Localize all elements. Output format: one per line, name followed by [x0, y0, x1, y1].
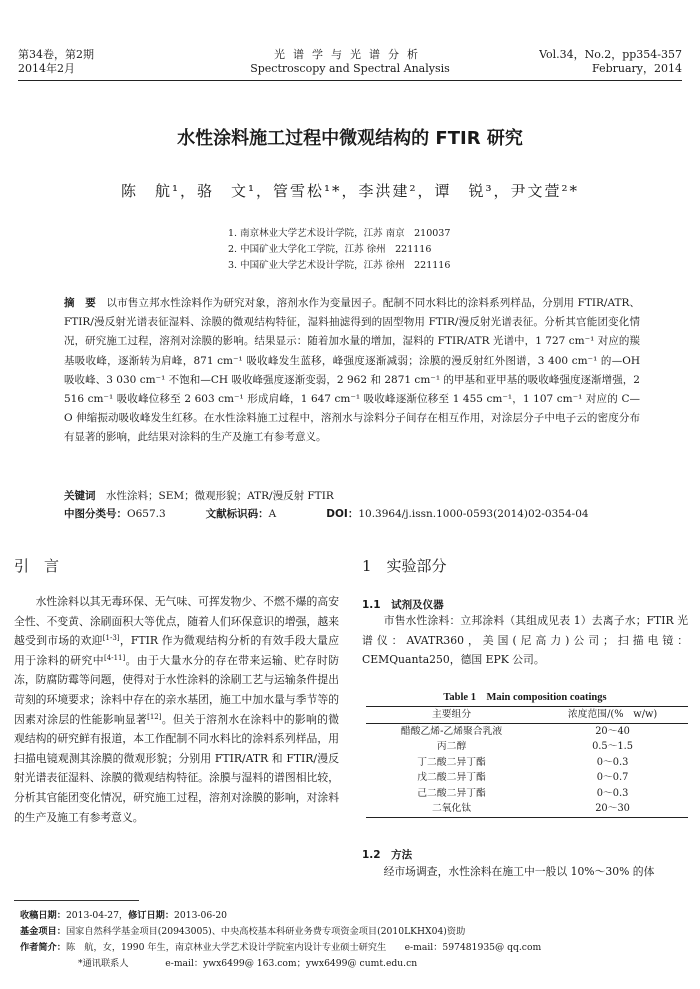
received-value: 2013-04-27， [65, 910, 129, 921]
author-bio-value: 陈 航，女，1990 年生，南京林业大学艺术设计学院室内设计专业硕士研究生 e-mail：597481935@ qq.com [65, 942, 542, 953]
component-cell: 戊二酸二异丁酯 [417, 772, 486, 783]
component-cell: 二氧化钛 [366, 801, 537, 817]
doc-code-value: A [268, 508, 277, 520]
fund-label: 基金项目： [20, 926, 66, 937]
table-row [366, 801, 688, 817]
paper-title: 水性涂料施工过程中微观结构的 FTIR 研究 [177, 128, 523, 149]
revised-value: 2013-06-20 [174, 910, 228, 921]
affiliation-1: 1. 南京林业大学艺术设计学院，江苏 南京 210037 [228, 228, 451, 239]
keywords-text: 水性涂料；SEM；微观形貌；ATR/漫反射 FTIR [106, 490, 334, 502]
concentration-cell: 0.5～1.5 [592, 741, 634, 752]
header-concentration: 浓度范围/(% w/w) [537, 707, 688, 724]
clc-label: 中图分类号： [64, 508, 127, 520]
citation-3: [12] [147, 712, 162, 721]
keywords [64, 487, 640, 505]
table-row [366, 770, 688, 786]
journal-pages [539, 48, 682, 76]
revised-label: 修订日期： [128, 910, 175, 921]
experiment-heading: 1 实验部分 [362, 557, 447, 575]
received-label: 收稿日期： [20, 910, 66, 921]
concentration-cell: 0～0.3 [596, 787, 629, 799]
intro-body [14, 592, 339, 827]
table-header-row [366, 707, 688, 724]
citation-1: [1-3] [102, 634, 120, 643]
intro-text-1: 水性涂料以其无毒环保、无气味、可挥发物少、不燃不爆的高安全性、不变黄、涂刷面积大等优点，随着人们环保意识的增强，越来越受到市场的欢迎 [14, 595, 339, 648]
table-caption: Table 1 Main composition coatings [443, 692, 607, 703]
author-bio-line [20, 940, 690, 956]
month-year: February，2014 [592, 62, 682, 75]
table-row [366, 739, 688, 755]
keywords-label: 关键词 [64, 490, 96, 502]
doi-value: 10.3964/j.issn.1000-0593(2014)02-0354-04 [358, 508, 589, 520]
journal-name-cn: 光谱学与光谱分析 [274, 48, 426, 61]
intro-text-3: 。由于大量水分的存在带来运输、贮存时防冻，防腐防霉等问题，使得对于水性涂料的涂刷工艺与运输条件提出苛刻的环境要求；涂料中存在的亲水基团，施工中加水量与季节等的因素对涂层的性能影响显著 [14, 653, 340, 726]
method-paragraph: 经市场调查，水性涂料在施工中一般以 10%～30% 的体 [383, 865, 655, 878]
abstract-label: 摘 要 [64, 297, 96, 309]
volume-pages: Vol.34，No.2，pp354-357 [539, 48, 682, 61]
footnotes [20, 908, 690, 972]
received-date-line [20, 908, 690, 924]
section-1-1-body [362, 611, 688, 670]
abstract-text: 以市售立邦水性涂料作为研究对象，溶剂水作为变量因子。配制不同水料比的涂料系列样品，分别用 FTIR/ATR、FTIR/漫反射光谱表征湿料、涂膜的微观结构特征，湿料抽滤得到的固型物用 FTIR/漫反射光谱表征。分析其官能团变化情况，研究施工过程，溶剂对涂膜的影响。结果显示：随着加水量的增加，湿料的 FTIR/ATR 光谱中，1 727 cm⁻¹ 对应的羰基吸收峰，逐渐转为肩峰，871 cm⁻¹ 吸收峰发生蓝移，峰强度逐渐减弱；涂膜的漫反射红外图谱，3 400 cm⁻¹ 的—OH 吸收峰、3 030 cm⁻¹ 不饱和—CH 吸收峰强度逐渐变弱，2 962 和 2871 cm⁻¹ 的甲基和亚甲基的吸收峰强度逐渐增强，2 516 cm⁻¹ 吸收峰位移至 2 603 cm⁻¹ 形成肩峰，1 647 cm⁻¹ 吸收峰逐渐位移至 1 455 cm⁻¹，1 107 cm⁻¹ 对应的 C—O 伸缩振动吸收峰发生红移。在水性涂料施工过程中，溶剂水与涂料分子间存在相互作用，对涂层分子中电子云的密度分布有显著的影响，此结果对涂料的生产及施工有参考意义。 [64, 297, 641, 444]
table-row [366, 786, 688, 802]
intro-text-2: ，FTIR 作为微观结构分析的有效手段大量应用于涂料的研究中 [14, 634, 339, 667]
component-cell: 丙二醇 [436, 741, 467, 752]
header-rule [18, 80, 682, 81]
doc-code-label: 文献标识码： [205, 508, 269, 520]
affiliation-3: 3. 中国矿业大学艺术设计学院，江苏 徐州 221116 [228, 260, 451, 271]
table-row [366, 723, 688, 739]
issue-date: 2014年2月 [18, 62, 75, 75]
classification-line [64, 505, 640, 523]
author-list: 陈 航¹，骆 文¹，管雪松¹*，李洪建²，谭 锐³，尹文萱²* [120, 182, 580, 200]
footnote-rule [14, 900, 139, 901]
section-1-2-heading: 1.2 方法 [362, 849, 413, 861]
author-bio-label: 作者简介： [20, 942, 66, 953]
header-component: 主要组分 [366, 707, 537, 724]
intro-heading: 引 言 [14, 557, 60, 575]
correspondence-line [20, 956, 690, 972]
clc-value: O657.3 [127, 508, 166, 520]
component-cell: 己二酸二异丁酯 [417, 787, 486, 799]
affiliation-2: 2. 中国矿业大学化工学院，江苏 徐州 221116 [228, 244, 432, 255]
concentration-cell: 20～30 [537, 801, 688, 817]
correspondence-value: e-mail：ywx6499@ 163.com；ywx6499@ cumt.edu.cn [165, 958, 418, 969]
concentration-cell: 0～0.7 [596, 772, 629, 783]
component-cell: 醋酸乙烯-乙烯聚合乳液 [400, 725, 503, 737]
fund-value: 国家自然科学基金项目(20943005)、中央高校基本科研业务费专项资金项目(2010LKHX04)资助 [65, 926, 466, 937]
section-1-1-heading: 1.1 试剂及仪器 [362, 599, 444, 611]
component-cell: 丁二酸二异丁酯 [417, 756, 486, 768]
correspondence-label: *通讯联系人 [78, 958, 129, 969]
citation-2: [4-11] [104, 653, 126, 662]
affiliations [228, 226, 528, 274]
journal-name-en: Spectroscopy and Spectral Analysis [250, 62, 450, 75]
volume-issue: 第34卷，第2期 [18, 48, 94, 61]
concentration-cell: 20～40 [595, 725, 630, 737]
intro-text-4: 。但关于溶剂水在涂料中的影响的微观结构的研究鲜有报道，本工作配制不同水料比的涂料系列样品，用扫描电镜观测其涂膜的微观形貌；分别用 FTIR/ATR 和 FTIR/漫反射光谱表征湿料、涂膜的微观结构特征。涂膜与湿料的谱图相比较，分析其官能团变化情况，研究施工过程，溶剂对涂膜的影响，对涂料的生产及施工有参考意义。 [14, 712, 339, 824]
section-1-2-body [362, 862, 688, 882]
doi-label: DOI： [326, 508, 359, 520]
abstract [64, 294, 640, 448]
concentration-cell: 0～0.3 [596, 756, 629, 768]
reagents-paragraph: 市售水性涂料：立邦涂料（其组成见表 1）去离子水；FTIR 光谱仪：AVATR360，美国(尼高力)公司；扫描电镜：CEMQuanta250，德国 EPK 公司。 [362, 614, 688, 667]
funding-line [20, 924, 690, 940]
intro-paragraph [14, 592, 339, 827]
running-header [18, 48, 682, 80]
composition-table [366, 706, 688, 818]
table-row [366, 755, 688, 771]
